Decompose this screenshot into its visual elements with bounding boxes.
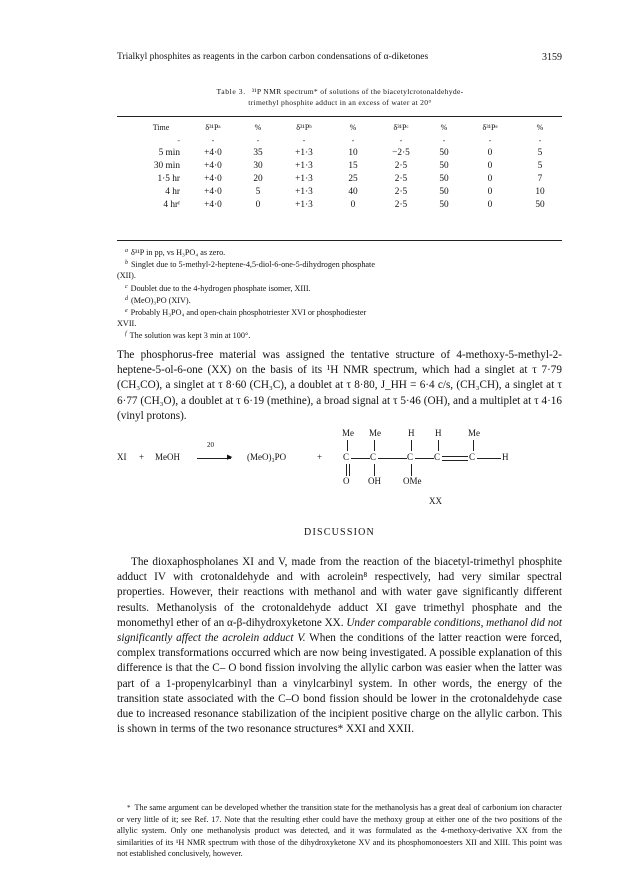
footnote-mark: f	[125, 331, 127, 338]
table-caption	[130, 86, 550, 108]
paragraph-discussion	[117, 555, 562, 737]
chain-atom: H	[502, 452, 509, 462]
column-header-percent-e: %	[536, 122, 544, 132]
footnote-asterisk: *	[127, 804, 131, 812]
double-bond-line	[442, 460, 468, 461]
bond-line	[411, 464, 412, 476]
table-cell: 2·5	[394, 173, 408, 184]
table-cell: 10	[535, 186, 545, 197]
footnote-text: The solution was kept 3 min at 100°.	[129, 331, 251, 341]
table-cell: 0	[487, 173, 493, 184]
column-header-shift-b: δ³¹Pᵇ	[296, 122, 312, 132]
substituent-label: H	[408, 428, 415, 438]
double-bond-line	[346, 464, 347, 476]
table-cell: 0	[487, 199, 493, 210]
footnote-text: Probably H₃PO₄ and open-chain phosphotriester XVI or phosphodiester	[130, 308, 367, 318]
table-cell: +4·0	[204, 186, 222, 197]
bond-line	[378, 458, 407, 459]
chain-atom: C	[343, 452, 350, 462]
table-cell: 0	[487, 186, 493, 197]
bond-line	[374, 464, 375, 476]
compound-label-xx: XX	[429, 496, 442, 506]
table-row	[132, 198, 564, 211]
table-cell: 2·5	[394, 186, 408, 197]
footnote-text: Singlet due to 5-methyl-2-heptene-4,5-diol-6-one-5-dihydrogen phosphate	[131, 260, 375, 270]
table-cell: -	[538, 135, 542, 145]
footnote-mark: d	[125, 295, 128, 302]
table-cell: +4·0	[204, 199, 222, 210]
footnote-d	[117, 294, 562, 306]
double-bond-line	[349, 464, 350, 476]
table-cell: +1·3	[295, 160, 313, 171]
table-cell: 7	[537, 173, 543, 184]
footnote-e-continued: XVII.	[117, 319, 137, 329]
table-cell: -	[351, 135, 355, 145]
plus-sign: +	[139, 452, 145, 462]
table-row	[132, 159, 564, 172]
column-header-time: Time	[152, 122, 170, 132]
reactant-methanol: MeOH	[155, 452, 180, 462]
table-caption-line-2: trimethyl phosphite adduct in an excess of water at 20°	[248, 98, 432, 107]
footnote-text: (MeO)₃PO (XIV).	[131, 295, 191, 305]
column-header-percent-a: %	[254, 122, 262, 132]
table-cell: +1·3	[295, 147, 313, 158]
column-header-percent-c: %	[440, 122, 448, 132]
bond-line	[351, 458, 370, 459]
column-header-shift-e: δ³¹Pᵉ	[482, 122, 498, 132]
footnote-e	[117, 306, 562, 318]
discussion-italic-text: Under comparable conditions, methanol did not significantly affect the acrolein adduct V.	[117, 616, 562, 645]
substituent-label: H	[435, 428, 442, 438]
table-cell-time: 5 min	[158, 147, 180, 158]
table-dash-row	[132, 134, 564, 146]
footnote-b	[117, 258, 562, 270]
table-row	[132, 146, 564, 159]
footnote-c	[117, 282, 562, 294]
bond-line	[473, 440, 474, 451]
table-cell: 30	[253, 160, 263, 171]
table-cell: 0	[487, 160, 493, 171]
reactant-xi: XI	[117, 452, 127, 462]
table-cell: 0	[487, 147, 493, 158]
running-head-title: Trialkyl phosphites as reagents in the carbon carbon condensations of α-diketones	[117, 52, 429, 62]
table-cell: 20	[253, 173, 263, 184]
substituent-label: Me	[369, 428, 381, 438]
table-cell: −2·5	[392, 147, 410, 158]
reaction-arrow-shaft	[197, 458, 231, 459]
reaction-scheme	[117, 428, 562, 508]
table-cell: 50	[439, 199, 449, 210]
table-top-rule	[117, 116, 562, 117]
table-cell-time: 1·5 hr	[157, 173, 180, 184]
table-cell: -	[211, 135, 215, 145]
table-cell: 5	[537, 147, 543, 158]
table-cell: 15	[348, 160, 358, 171]
table-cell-time: 4 hr	[165, 186, 180, 197]
discussion-text-continued: When the conditions of the latter reaction were forced, complex transformations occurred which are now being investigated. A possible explanation of this difference is that the C– O bond fission involving the allylic carbon was easier when the latter was part of a 1-propenylcarbinyl than a vinylcarbinyl system. In other words, the energy of the transition state associated with the C–O bond fission should be lower in the crotonaldehyde case due to increased resonance stabilization of the incipient positive charge on the allylic carbon. This is shown in terms of the two resonance structures* XXI and XXII.	[117, 632, 562, 736]
footnote-mark: c	[125, 283, 128, 290]
bond-line	[347, 440, 348, 451]
footnote-b-continued: (XII).	[117, 271, 136, 281]
footnote-text: Doublet due to the 4-hydrogen phosphate isomer, XIII.	[130, 283, 311, 293]
footnote-mark: e	[125, 308, 128, 315]
table-cell: 50	[439, 173, 449, 184]
substituent-label: Me	[468, 428, 480, 438]
discussion-text: The dioxaphospholanes XI and V, made from the reaction of the biacetyl-trimethyl phosphite adduct IV with crotonaldehyde and with acrolein⁸ respectively, had very similar spectral properties. However, their reactions with methanol and with water gave significantly different results. Methanolysis of the crotonaldehyde adduct XI gave trimethyl phosphate and the monomethyl ether of an α-β-dihydroxyketone XX.	[117, 556, 562, 629]
table-caption-line-1	[130, 86, 550, 97]
table-cell: -	[442, 135, 446, 145]
bond-line	[411, 440, 412, 451]
table-cell: 5	[255, 186, 261, 197]
substituent-label: O	[343, 476, 350, 486]
table-cell: -	[488, 135, 492, 145]
column-header-percent-b: %	[349, 122, 357, 132]
plus-sign: +	[317, 452, 323, 462]
bond-line	[477, 458, 501, 459]
section-heading-discussion: DISCUSSION	[304, 527, 375, 538]
table-cell: 2·5	[394, 199, 408, 210]
footnote-mark: a	[125, 248, 128, 254]
table-cell: 40	[348, 186, 358, 197]
table-cell: 35	[253, 147, 263, 158]
footnote-a	[117, 246, 562, 258]
table-cell: 5	[537, 160, 543, 171]
page-footnote	[117, 802, 562, 859]
table-cell: +4·0	[204, 147, 222, 158]
bond-line	[438, 440, 439, 451]
table-cell: +1·3	[295, 173, 313, 184]
table-cell: +1·3	[295, 199, 313, 210]
table-cell: -	[399, 135, 403, 145]
footnote-f	[117, 329, 562, 341]
table-header-row	[132, 120, 564, 134]
table-row	[132, 185, 564, 198]
bond-line	[374, 440, 375, 451]
table-cell: 2·5	[394, 160, 408, 171]
footnote-mark: b	[125, 260, 128, 267]
table-footnotes	[117, 246, 562, 342]
arrow-label: 20	[207, 441, 214, 449]
table-cell: 50	[439, 160, 449, 171]
column-header-shift-c: δ³¹Pᶜ	[393, 122, 409, 132]
table-bottom-rule	[117, 240, 562, 241]
table-cell: -	[256, 135, 260, 145]
product-trimethyl-phosphate: (MeO)₃PO	[247, 452, 287, 462]
table-cell: -	[177, 135, 180, 145]
table-cell: 25	[348, 173, 358, 184]
footnote-text: δ³¹P in pp, vs H₃PO₄ as zero.	[131, 248, 226, 257]
double-bond-line	[442, 456, 468, 457]
substituent-label: OMe	[403, 476, 422, 486]
table-row	[132, 172, 564, 185]
nmr-data-table	[132, 120, 564, 211]
paragraph-structure-assignment: The phosphorus-free material was assigned the tentative structure of 4-methoxy-5-methyl-2-heptene-5-ol-6-one (XX) on the basis of its ¹H NMR spectrum, which had a singlet at τ 7·79 (CH₃CO), a singlet at τ 8·60 (CH₃C), a doublet at τ 8·80, J_HH = 6·4 c/s, (CH₃CH), a singlet at τ 6·77 (CH₃O), a doublet at τ 6·19 (methine), a broad signal at τ 5·46 (OH), and a multiplet at τ 4·16 (vinyl protons).	[117, 349, 562, 422]
table-cell: +4·0	[204, 173, 222, 184]
page-number: 3159	[542, 52, 562, 63]
table-cell: +4·0	[204, 160, 222, 171]
table-cell: +1·3	[295, 186, 313, 197]
bond-line	[415, 458, 434, 459]
page-footnote-text: The same argument can be developed whether the transition state for the methanolysis has a great deal of carbonium ion character or very little of it; see Ref. 17. Note that the resulting ether could have the methoxy group at either one of the two positions of the allylic system. Only one methanolysis product was detected, and it was formulated as the 4-methoxy-derivative XX from the similarities of its ¹H NMR spectrum with those of the dihydroxyketone XV and its phosphomonoesters XII and XIII. This point was not established conclusively, however.	[117, 803, 562, 858]
table-label: Table 3.	[216, 87, 246, 96]
table-cell: 50	[439, 186, 449, 197]
table-caption-text-1: ³¹P NMR spectrum* of solutions of the biacetylcrotonaldehyde-	[251, 87, 464, 96]
table-cell: 50	[535, 199, 545, 210]
table-cell: 50	[439, 147, 449, 158]
reaction-arrow-head-icon: ▶	[227, 453, 233, 461]
table-cell: 0	[255, 199, 261, 210]
table-cell-time: 30 min	[153, 160, 180, 171]
table-cell: 0	[350, 199, 356, 210]
table-cell-time: 4 hrᶠ	[163, 199, 180, 210]
substituent-label: OH	[368, 476, 381, 486]
substituent-label: Me	[342, 428, 354, 438]
table-cell: 10	[348, 147, 358, 158]
chain-atom: C	[407, 452, 414, 462]
table-cell: -	[302, 135, 306, 145]
chain-atom: C	[370, 452, 377, 462]
column-header-shift-a: δ³¹Pᵃ	[205, 122, 221, 132]
chain-atom: C	[469, 452, 476, 462]
chain-atom: C	[434, 452, 441, 462]
